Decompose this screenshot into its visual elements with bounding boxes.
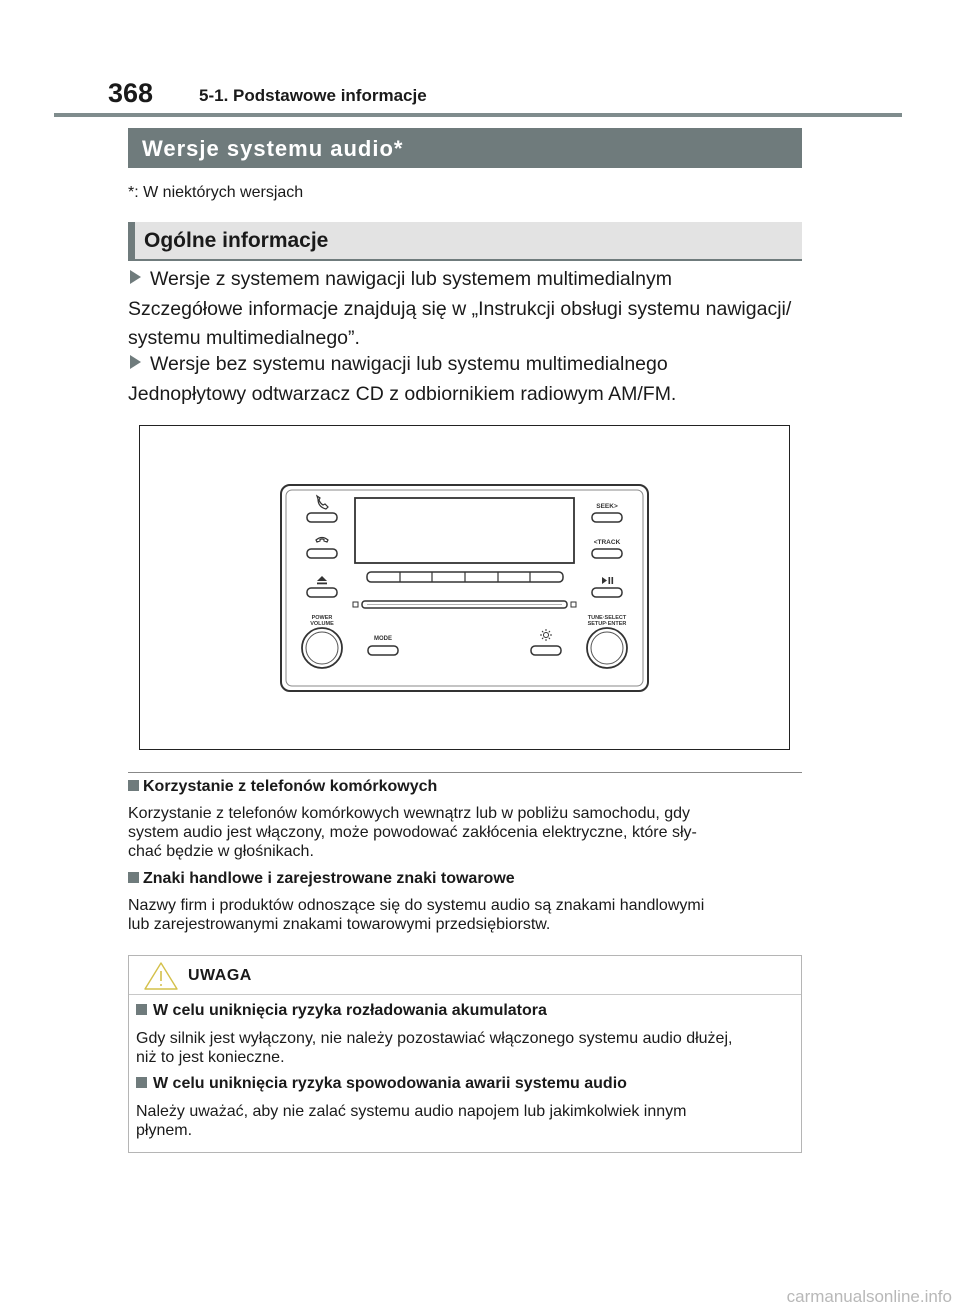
warning-item-text: niż to jest konieczne. bbox=[136, 1049, 285, 1066]
mode-label: MODE bbox=[374, 636, 392, 642]
warning-item-text: Gdy silnik jest wyłączony, nie należy pozostawiać włączonego systemu audio dłużej, bbox=[136, 1030, 733, 1047]
volume-label: VOLUME bbox=[310, 621, 334, 627]
subsection-title: Ogólne informacje bbox=[144, 229, 329, 252]
power-label: POWER bbox=[311, 615, 333, 621]
note-heading: Korzystanie z telefonów komórkowych bbox=[128, 778, 437, 796]
warning-header-divider bbox=[129, 994, 801, 995]
mode-button bbox=[368, 646, 398, 655]
warning-title: UWAGA bbox=[188, 967, 252, 984]
note-text: Korzystanie z telefonów komórkowych wewnątrz lub w pobliżu samochodu, gdy bbox=[128, 805, 691, 822]
seek-label: SEEK> bbox=[596, 503, 618, 510]
note-text: system audio jest włączony, może powodować zakłócenia elektryczne, które sły- bbox=[128, 824, 697, 841]
triangle-bullet-icon bbox=[130, 355, 141, 369]
power-volume-knob bbox=[302, 628, 342, 668]
note-text: chać będzie w głośnikach. bbox=[128, 843, 314, 860]
square-bullet-icon bbox=[128, 780, 139, 791]
warning-triangle-icon bbox=[143, 961, 179, 991]
section-divider bbox=[128, 772, 802, 773]
play-pause-button bbox=[592, 588, 622, 597]
variant-heading: Wersje bez systemu nawigacji lub systemu multimedialnego bbox=[130, 350, 668, 379]
page-number: 368 bbox=[108, 78, 154, 108]
warning-item-heading: W celu uniknięcia ryzyka rozładowania akumulatora bbox=[136, 1002, 547, 1020]
square-bullet-icon bbox=[136, 1004, 147, 1015]
warning-item-text: płynem. bbox=[136, 1122, 193, 1139]
triangle-bullet-icon bbox=[130, 270, 141, 284]
square-bullet-icon bbox=[128, 872, 139, 883]
hangup-button bbox=[307, 549, 337, 558]
title-bar bbox=[128, 128, 802, 168]
square-bullet-icon bbox=[136, 1077, 147, 1088]
note-text: lub zarejestrowanymi znakami towarowymi przedsiębiorstw. bbox=[128, 916, 551, 933]
track-label: <TRACK bbox=[593, 539, 621, 546]
display-screen bbox=[355, 498, 574, 563]
warning-box bbox=[128, 955, 802, 1153]
page-title: Wersje systemu audio* bbox=[142, 136, 404, 161]
note-heading: Znaki handlowe i zarejestrowane znaki towarowe bbox=[128, 870, 515, 888]
brightness-button bbox=[531, 646, 561, 655]
variant-text: Szczegółowe informacje znajdują się w „Instrukcji obsługi systemu nawigacji/ bbox=[128, 298, 792, 320]
audio-unit-figure bbox=[139, 425, 790, 750]
track-button bbox=[592, 549, 622, 558]
tune-label: TUNE·SELECT bbox=[587, 615, 627, 621]
footnote: *: W niektórych wersjach bbox=[128, 184, 304, 201]
seek-button bbox=[592, 513, 622, 522]
header-rule bbox=[54, 113, 902, 117]
audio-unit-illustration bbox=[140, 426, 791, 751]
note-text: Nazwy firm i produktów odnoszące się do systemu audio są znakami handlowymi bbox=[128, 897, 705, 914]
tune-select-knob bbox=[587, 628, 627, 668]
variant-heading: Wersje z systemem nawigacji lub systemem multimedialnym bbox=[130, 265, 672, 294]
watermark: carmanualsonline.info bbox=[786, 1287, 952, 1306]
eject-button bbox=[307, 588, 337, 597]
subsection-marker bbox=[128, 222, 135, 259]
phone-button bbox=[307, 513, 337, 522]
warning-item-text: Należy uważać, aby nie zalać systemu audio napojem lub jakimkolwiek innym bbox=[136, 1103, 687, 1120]
warning-item-heading: W celu uniknięcia ryzyka spowodowania awarii systemu audio bbox=[136, 1075, 627, 1093]
subsection-bar bbox=[128, 222, 802, 261]
setup-label: SETUP·ENTER bbox=[587, 621, 627, 627]
section-label: 5-1. Podstawowe informacje bbox=[199, 86, 427, 105]
variant-text: systemu multimedialnego”. bbox=[128, 327, 360, 349]
variant-text: Jednopłytowy odtwarzacz CD z odbiornikiem radiowym AM/FM. bbox=[128, 383, 677, 405]
